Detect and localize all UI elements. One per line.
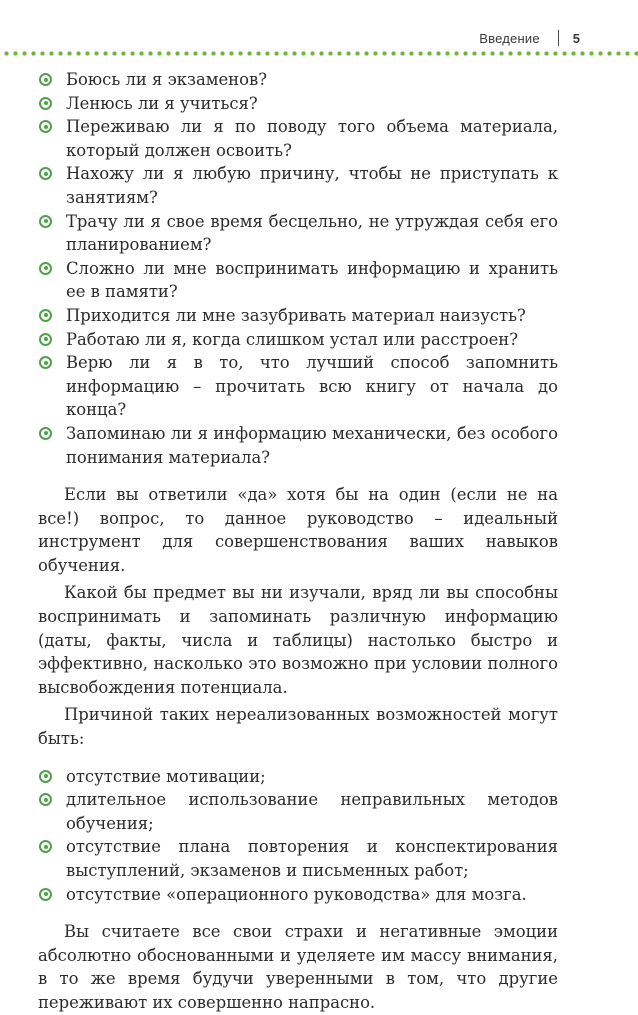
circle-bullet-icon [39, 73, 52, 86]
circle-bullet-icon [39, 793, 52, 806]
question-text: Ленюсь ли я учиться? [66, 93, 258, 113]
circle-bullet-icon [39, 888, 52, 901]
reason-text: отсутствие «операционного руководства» для мозга. [66, 884, 527, 904]
circle-bullet-icon [39, 120, 52, 133]
circle-bullet-icon [39, 427, 52, 440]
circle-bullet-icon [39, 262, 52, 275]
question-text: Нахожу ли я любую причину, чтобы не приступать к занятиям? [66, 164, 558, 207]
list-item [38, 210, 558, 257]
spacer [38, 906, 558, 920]
list-item [38, 92, 558, 116]
list-item [38, 765, 558, 789]
spacer [38, 751, 558, 765]
reason-text: отсутствие плана повторения и конспектирования выступлений, экзаменов и письменных работ; [66, 837, 558, 880]
list-item [38, 788, 558, 835]
circle-bullet-icon [39, 356, 52, 369]
question-text: Трачу ли я свое время бесцельно, не утруждая себя его планированием? [66, 211, 558, 255]
question-text: Сложно ли мне воспринимать информацию и хранить ее в памяти? [66, 258, 558, 302]
list-item [38, 422, 558, 469]
circle-bullet-icon [39, 333, 52, 346]
reason-text: длительное использование неправильных методов обучения; [66, 790, 558, 833]
question-text: Боюсь ли я экзаменов? [66, 70, 267, 89]
paragraph-answer: Если вы ответили «да» хотя бы на один (если не на все!) вопрос, то данное руководство – идеальный инструмент для совершенствования ваших навыков обучения. [38, 485, 558, 575]
question-text: Запоминаю ли я информацию механически, без особого понимания материала? [66, 423, 558, 467]
section-title: Введение [479, 30, 540, 46]
question-text: Переживаю ли я по поводу того объема материала, который должен освоить? [66, 117, 558, 160]
list-item [38, 68, 558, 92]
running-header [479, 30, 580, 46]
page-body [38, 68, 558, 1015]
paragraph-reasons-intro: Причиной таких нереализованных возможностей могут быть: [38, 705, 558, 749]
list-item [38, 115, 558, 162]
circle-bullet-icon [39, 97, 52, 110]
circle-bullet-icon [39, 840, 52, 853]
page-number: 5 [572, 30, 580, 46]
list-item [38, 162, 558, 209]
list-item [38, 257, 558, 304]
paragraph-subject: Какой бы предмет вы ни изучали, вряд ли вы способны воспринимать и запоминать различную информацию (даты, факты, числа и таблицы) настолько быстро и эффективно, насколько это возможно при условии полного высвобождения потенциала. [38, 583, 558, 697]
circle-bullet-icon [39, 770, 52, 783]
list-item [38, 328, 558, 352]
header-separator [558, 30, 559, 46]
question-text: Работаю ли я, когда слишком устал или расстроен? [66, 329, 518, 349]
list-item [38, 883, 558, 907]
paragraph-closing: Вы считаете все свои страхи и негативные эмоции абсолютно обоснованными и уделяете им массу внимания, в то же время будучи уверенными в том, что другие переживают их совершенно напрасно. [38, 922, 558, 1012]
list-item [38, 835, 558, 882]
reason-text: отсутствие мотивации; [66, 766, 266, 786]
list-item [38, 351, 558, 422]
dotted-rule [0, 51, 638, 56]
reasons-list [38, 765, 558, 907]
list-item [38, 304, 558, 328]
circle-bullet-icon [39, 215, 52, 228]
question-text: Приходится ли мне зазубривать материал наизусть? [66, 305, 526, 325]
question-text: Верю ли я в то, что лучший способ запомнить информацию – прочитать всю книгу от начала до конца? [66, 353, 558, 420]
circle-bullet-icon [39, 167, 52, 180]
circle-bullet-icon [39, 309, 52, 322]
question-list [38, 68, 558, 469]
spacer [38, 469, 558, 483]
